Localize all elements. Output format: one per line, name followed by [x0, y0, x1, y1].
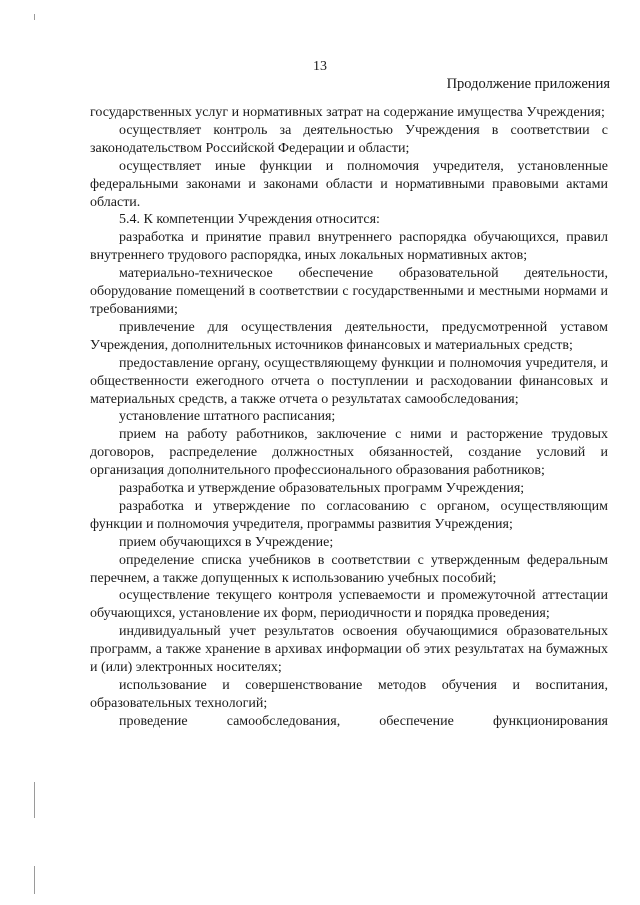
- paragraph: государственных услуг и нормативных затрат на содержание имущества Учреждения;: [90, 105, 605, 120]
- paragraph: привлечение для осуществления деятельности, предусмотренной уставом Учреждения, дополнительных источников финансовых и материальных средств;: [90, 319, 608, 353]
- paragraph: 5.4. К компетенции Учреждения относится:: [119, 212, 380, 228]
- body-text: [90, 104, 608, 731]
- continuation-label: Продолжение приложения: [446, 76, 610, 92]
- paragraph: прием обучающихся в Учреждение;: [119, 534, 334, 550]
- scan-margin-mark: [34, 866, 35, 894]
- paragraph: предоставление органу, осуществляющему функции и полномочия учредителя, и общественности ежегодного отчета о поступлении и расходовании финансовых и материальных средств, а также отчета о результатах самообследования;: [90, 355, 608, 407]
- paragraph: осуществляет контроль за деятельностью Учреждения в соответствии с законодательством Российской Федерации и области;: [90, 122, 608, 156]
- scan-margin-mark: [34, 782, 35, 818]
- paragraph: разработка и утверждение образовательных программ Учреждения;: [119, 481, 525, 497]
- paragraph: использование и совершенствование методов обучения и воспитания, образовательных технологий;: [90, 678, 608, 711]
- paragraph: материально-техническое обеспечение образовательной деятельности, оборудование помещений в соответствии с государственными и местными нормами и требованиями;: [90, 266, 608, 317]
- paragraph: разработка и принятие правил внутреннего распорядка обучающихся, правил внутреннего трудового распорядка, иных локальных нормативных актов;: [90, 230, 608, 264]
- paragraph: осуществляет иные функции и полномочия учредителя, установленные федеральными законами и законами области и нормативными правовыми актами области.: [90, 158, 608, 210]
- paragraph: проведение самообследования, обеспечение функционирования: [119, 713, 608, 729]
- paragraph: разработка и утверждение по согласованию с органом, осуществляющим функции и полномочия учредителя, программы развития Учреждения;: [90, 498, 608, 532]
- scan-margin-mark: [34, 14, 35, 20]
- page-number: 13: [313, 59, 327, 74]
- paragraph: осуществление текущего контроля успеваемости и промежуточной аттестации обучающихся, установление их форм, периодичности и порядка проведения;: [90, 588, 608, 622]
- paragraph: определение списка учебников в соответствии с утвержденным федеральным перечнем, а также допущенных к использованию учебных пособий;: [90, 552, 608, 586]
- paragraph: прием на работу работников, заключение с ними и расторжение трудовых договоров, распределение должностных обязанностей, создание условий и организация дополнительного профессионального образования работников;: [90, 427, 608, 479]
- paragraph: установление штатного расписания;: [119, 409, 336, 425]
- paragraph: индивидуальный учет результатов освоения обучающимися образовательных программ, а также хранение в архивах информации об этих результатах на бумажных и (или) электронных носителях;: [90, 624, 608, 676]
